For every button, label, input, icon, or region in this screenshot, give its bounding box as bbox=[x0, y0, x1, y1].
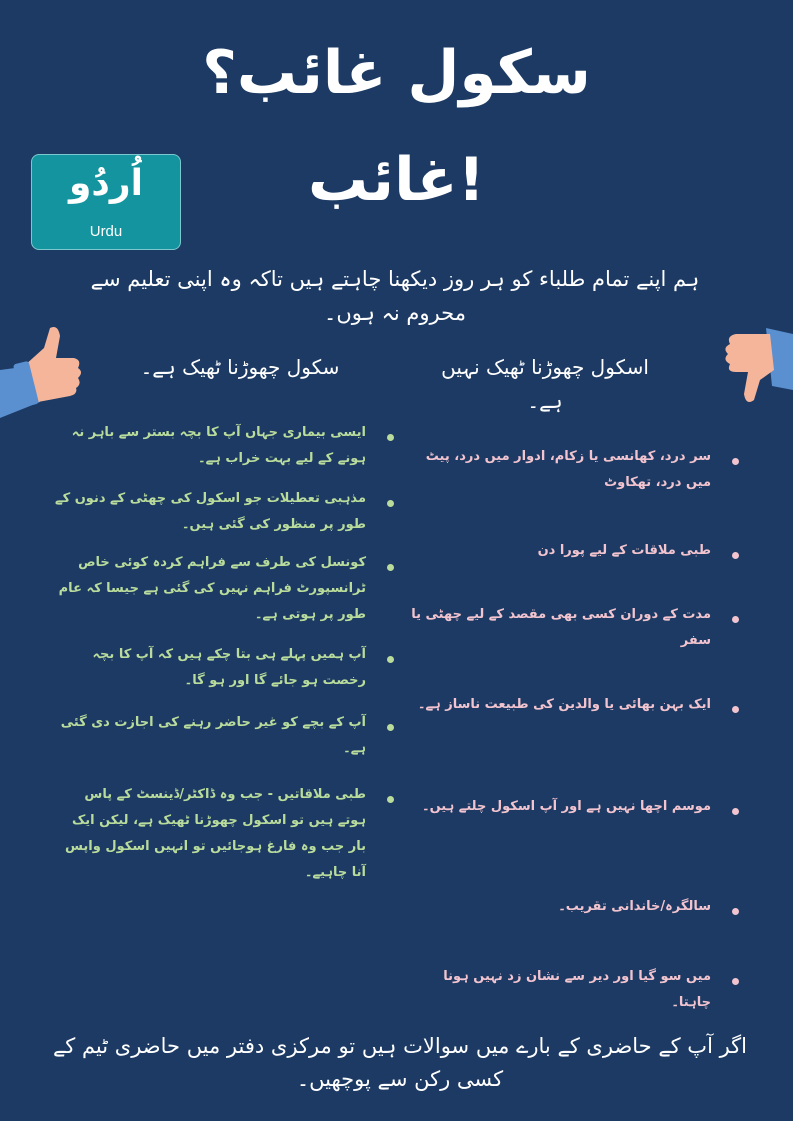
bullet-icon bbox=[387, 656, 394, 663]
list-item: مدت کے دوران کسی بھی مقصد کے لیے چھٹی یا سفر bbox=[410, 602, 745, 654]
acceptable-absence-list bbox=[55, 420, 400, 910]
unacceptable-absence-list bbox=[410, 440, 745, 1030]
bullet-icon bbox=[387, 434, 394, 441]
right-column-heading: اسکول چھوڑنا ٹھیک نہیں ہے۔ bbox=[441, 355, 649, 413]
list-item: سر درد، کھانسی یا زکام، ادوار میں درد، پیٹ میں درد، تھکاوٹ bbox=[410, 444, 745, 496]
list-item: میں سو گیا اور دیر سے نشان زد نہیں ہونا چاہتا۔ bbox=[410, 964, 745, 1016]
title-line-1: سکول غائب؟ bbox=[202, 38, 591, 108]
list-item: کونسل کی طرف سے فراہم کردہ کوئی خاص ٹرانسپورٹ فراہم نہیں کی گئی ہے جیسا کہ عام طور پر ہوتی ہے۔ bbox=[55, 550, 400, 628]
urdu-language-badge bbox=[31, 154, 181, 250]
list-item: موسم اچھا نہیں ہے اور آپ اسکول چلتے ہیں۔ bbox=[410, 794, 745, 820]
bullet-icon bbox=[732, 808, 739, 815]
bullet-icon bbox=[387, 500, 394, 507]
list-item: مذہبی تعطیلات جو اسکول کی چھٹی کے دنوں کے طور پر منظور کی گئی ہیں۔ bbox=[55, 486, 400, 538]
list-item: ایک بہن بھائی یا والدین کی طبیعت ناساز ہے۔ bbox=[410, 692, 745, 718]
list-item: سالگرہ/خاندانی تقریب۔ bbox=[410, 894, 745, 920]
badge-urdu-text: اُردُو bbox=[69, 163, 143, 204]
title-line-2: !غائب bbox=[308, 145, 485, 215]
bullet-icon bbox=[732, 616, 739, 623]
bullet-icon bbox=[732, 706, 739, 713]
list-item: طبی ملاقاتیں - جب وہ ڈاکٹر/ڈینسٹ کے پاس ہوتے ہیں تو اسکول چھوڑنا ٹھیک ہے، لیکن ایک بار جب وہ فارغ ہوجائیں تو انہیں اسکول واپس آنا چاہیے۔ bbox=[55, 782, 400, 886]
bullet-icon bbox=[732, 552, 739, 559]
list-item: آپ ہمیں پہلے ہی بتا چکے ہیں کہ آپ کا بچہ رخصت ہو جائے گا اور ہو گا۔ bbox=[55, 642, 400, 694]
bullet-icon bbox=[387, 724, 394, 731]
intro-text: ہم اپنے تمام طلباء کو ہر روز دیکھنا چاہتے ہیں تاکہ وہ اپنی تعلیم سے محروم نہ ہوں۔ bbox=[90, 267, 700, 325]
list-item: آپ کے بچے کو غیر حاضر رہنے کی اجازت دی گئی ہے۔ bbox=[55, 710, 400, 762]
list-item: طبی ملاقات کے لیے پورا دن bbox=[410, 538, 745, 564]
bullet-icon bbox=[387, 796, 394, 803]
thumbs-up-icon bbox=[0, 322, 92, 422]
bullet-icon bbox=[387, 564, 394, 571]
footer-contact-text: اگر آپ کے حاضری کے بارے میں سوالات ہیں تو مرکزی دفتر میں حاضری ٹیم کے کسی رکن سے پوچھیں۔ bbox=[52, 1034, 748, 1091]
bullet-icon bbox=[732, 908, 739, 915]
bullet-icon bbox=[732, 458, 739, 465]
thumbs-down-icon bbox=[718, 320, 793, 420]
left-column-heading: سکول چھوڑنا ٹھیک ہے۔ bbox=[140, 355, 340, 379]
bullet-icon bbox=[732, 978, 739, 985]
badge-english-text: Urdu bbox=[89, 223, 123, 240]
list-item: ایسی بیماری جہاں آپ کا بچہ بستر سے باہر نہ ہونے کے لیے بہت خراب ہے۔ bbox=[55, 420, 400, 472]
